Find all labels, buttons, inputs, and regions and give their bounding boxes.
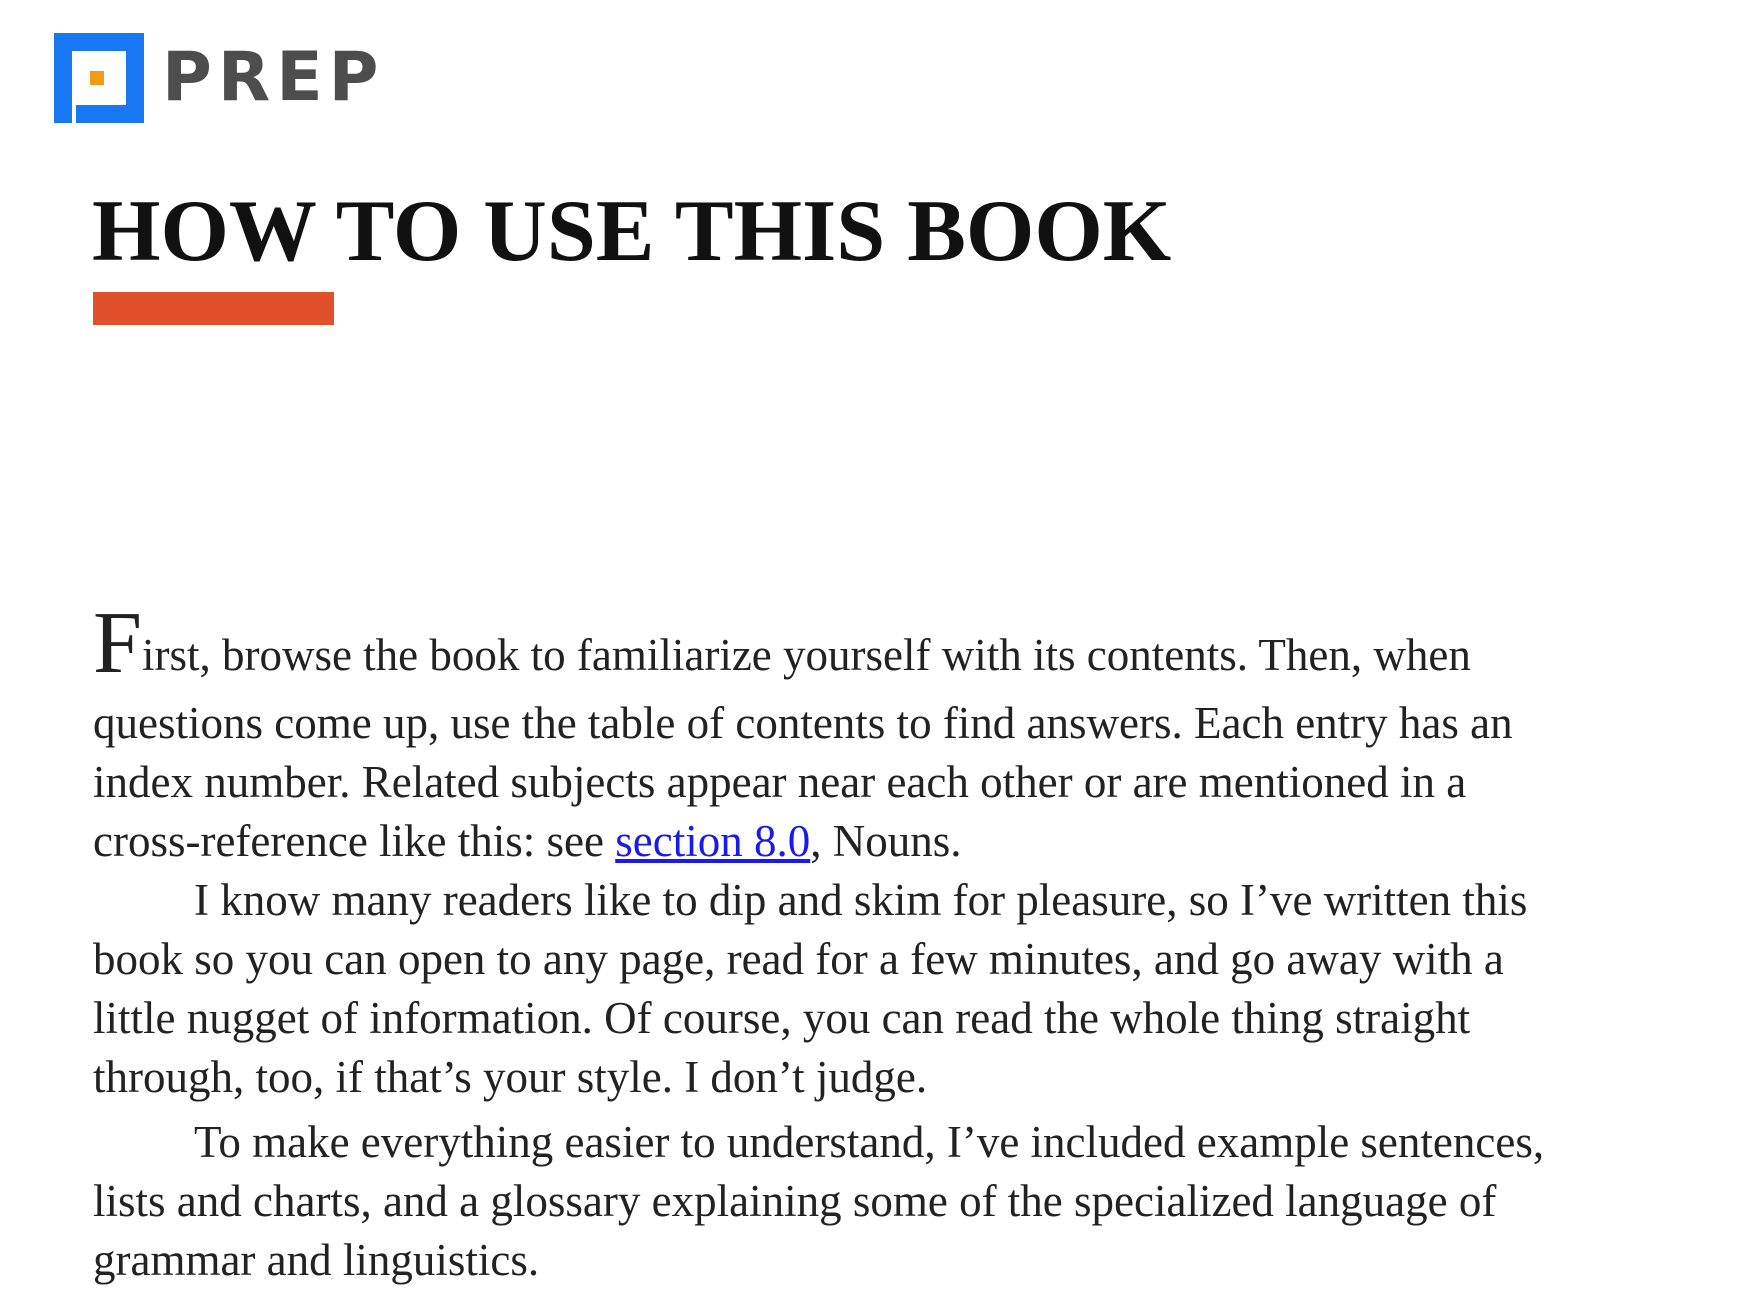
line-text: irst, browse the book to familiarize yourself with its contents. Then, when (141, 630, 1471, 680)
paragraph-3 (93, 1113, 1733, 1290)
paragraph-line: grammar and linguistics. (93, 1235, 540, 1285)
brand-logo (54, 33, 385, 123)
prep-logo-icon (54, 33, 144, 123)
logo-wordmark: PREP (162, 38, 385, 117)
drop-cap: F (93, 595, 142, 692)
paragraph-line (93, 812, 1733, 871)
paragraph-line: I know many readers like to dip and skim for pleasure, so I’ve written this (194, 875, 1528, 925)
paragraph-line: little nugget of information. Of course, you can read the whole thing straight (93, 993, 1471, 1043)
line-text: cross-reference like this: see (93, 816, 616, 866)
paragraph-2 (93, 871, 1733, 1107)
line-text: , Nouns. (810, 816, 962, 866)
body-text (93, 595, 1733, 1290)
paragraph-1 (93, 595, 1733, 871)
paragraph-line: lists and charts, and a glossary explaining some of the specialized language of (93, 1176, 1497, 1226)
paragraph-line: book so you can open to any page, read for a few minutes, and go away with a (93, 934, 1504, 984)
paragraph-line (93, 595, 1733, 692)
cross-reference-link[interactable]: section 8.0 (615, 816, 811, 866)
paragraph-line: questions come up, use the table of contents to find answers. Each entry has an (93, 698, 1513, 748)
paragraph-line: To make everything easier to understand, I’ve included example sentences, (194, 1117, 1545, 1167)
paragraph-line: index number. Related subjects appear near each other or are mentioned in a (93, 757, 1467, 807)
paragraph-line: through, too, if that’s your style. I don’t judge. (93, 1052, 928, 1102)
page-title: HOW TO USE THIS BOOK (92, 183, 1172, 280)
title-underline-bar (93, 292, 334, 325)
